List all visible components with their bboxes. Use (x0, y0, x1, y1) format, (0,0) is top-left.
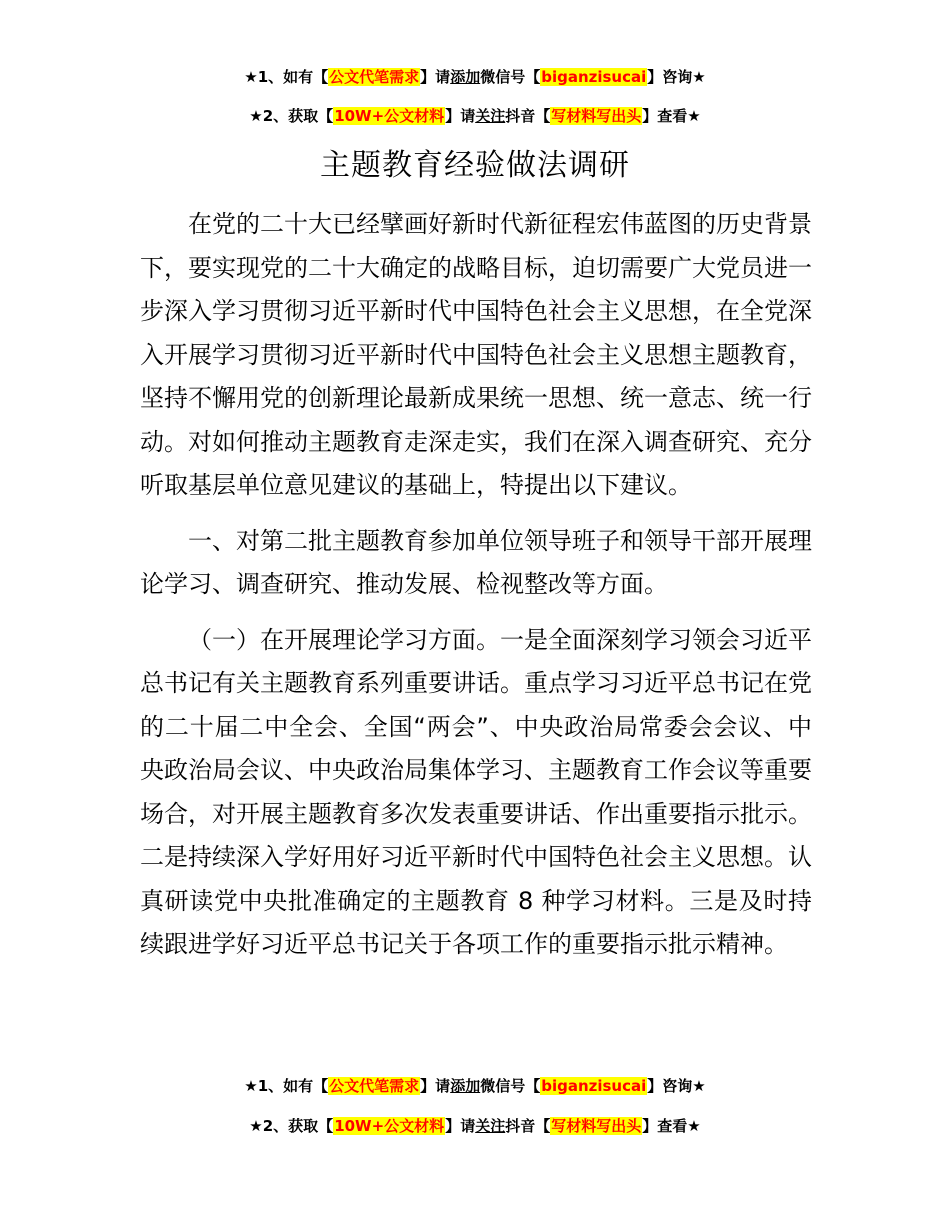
banner-text: 】请 (445, 107, 476, 125)
banner-text: 微信号【 (480, 68, 541, 86)
banner-underline: 添加 (450, 1077, 481, 1095)
promo-banner-top-2 (0, 105, 950, 127)
banner-text: 微信号【 (480, 1077, 541, 1095)
banner-highlight-wechat: biganzisucai (541, 68, 647, 86)
banner-text: 】请 (420, 68, 451, 86)
paragraph-intro: 在党的二十大已经擘画好新时代新征程宏伟蓝图的历史背景下，要实现党的二十大确定的战略目标，迫切需要广大党员进一步深入学习贯彻习近平新时代中国特色社会主义思想，在全党深入开展学习贯彻习近平新时代中国特色社会主义思想主题教育，坚持不懈用党的创新理论最新成果统一思想、统一意志、统一行动。对如何推动主题教育走深走实，我们在深入调查研究、充分听取基层单位意见建议的基础上，特提出以下建议。 (140, 210, 812, 499)
banner-highlight-douyin: 写材料写出头 (551, 1117, 642, 1135)
banner-text: ★1、如有【 (244, 1077, 329, 1095)
banner-highlight: 10W+公文材料 (334, 1117, 445, 1135)
banner-highlight-wechat: biganzisucai (541, 1077, 647, 1095)
banner-text: ★2、获取【 (249, 1117, 334, 1135)
banner-text: 】请 (445, 1117, 476, 1135)
banner-text: 抖音【 (505, 107, 551, 125)
banner-highlight: 公文代笔需求 (329, 68, 420, 86)
banner-text: 】查看★ (642, 1117, 701, 1135)
banner-text: 抖音【 (505, 1117, 551, 1135)
promo-banner-bottom-1 (0, 1075, 950, 1097)
banner-text: 】查看★ (642, 107, 701, 125)
banner-text: ★1、如有【 (244, 68, 329, 86)
banner-highlight: 公文代笔需求 (329, 1077, 420, 1095)
banner-highlight-douyin: 写材料写出头 (551, 107, 642, 125)
promo-banner-bottom-2 (0, 1115, 950, 1137)
document-body (140, 203, 812, 967)
paragraph-subsection-1: （一）在开展理论学习方面。一是全面深刻学习领会习近平总书记有关主题教育系列重要讲话。重点学习习近平总书记在党的二十届二中全会、全国“两会”、中央政治局常委会会议、中央政治局会议、中央政治局集体学习、主题教育工作会议等重要场合，对开展主题教育多次发表重要讲话、作出重要指示批示。二是持续深入学好用好习近平新时代中国特色社会主义思想。认真研读党中央批准确定的主题教育 8 种学习材料。三是及时持续跟进学好习近平总书记关于各项工作的重要指示批示精神。 (140, 625, 812, 958)
banner-text: 】咨询★ (647, 1077, 706, 1095)
banner-text: ★2、获取【 (249, 107, 334, 125)
promo-banner-top-1 (0, 66, 950, 88)
banner-text: 】请 (420, 1077, 451, 1095)
banner-underline: 添加 (450, 68, 481, 86)
banner-underline: 关注 (475, 107, 506, 125)
banner-text: 】咨询★ (647, 68, 706, 86)
paragraph-section-1: 一、对第二批主题教育参加单位领导班子和领导干部开展理论学习、调查研究、推动发展、检视整改等方面。 (140, 526, 812, 598)
document-title: 主题教育经验做法调研 (320, 148, 630, 183)
banner-underline: 关注 (475, 1117, 506, 1135)
banner-highlight: 10W+公文材料 (334, 107, 445, 125)
